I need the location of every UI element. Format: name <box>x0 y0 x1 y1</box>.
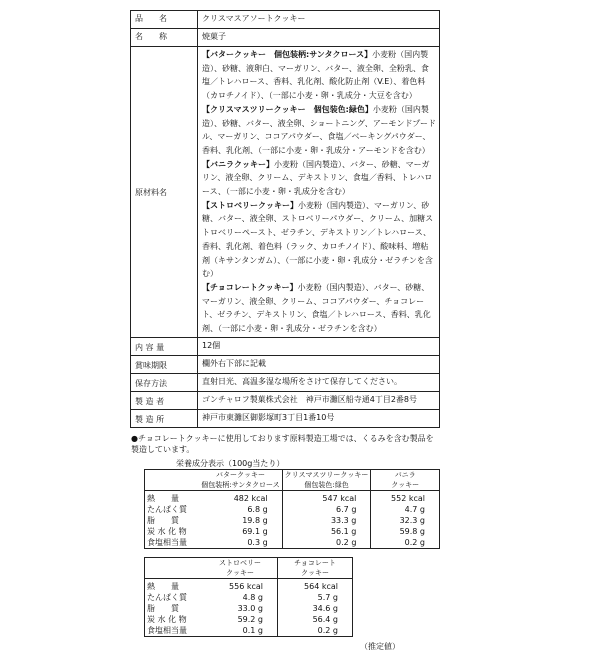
ingredient-text: 小麦粉（国内製造）、砂糖、バター、液全卵、ショートニング、アーモンドプードル、マーガリン、ココアパウダー、食塩／ベーキングパウダー、香料、乳化剤、（一部に小麦・卵・乳成分・アーモンドを含む） <box>202 104 436 155</box>
column-header-line1: ストロベリー <box>219 558 261 567</box>
nutrition-row-label: 熱 量 <box>147 581 179 591</box>
ingredient-item <box>202 158 436 199</box>
food-label-sheet <box>130 10 440 652</box>
label-row-value: ゴンチャロフ製菓株式会社 神戸市灘区船寺通4丁目2番8号 <box>198 391 440 409</box>
label-row-head: 名 称 <box>131 29 198 47</box>
nutrition-value: 0.2 g <box>371 537 440 549</box>
column-header-line1: バタークッキー <box>215 470 265 479</box>
nutrition-section <box>144 458 440 652</box>
nutrition-row-label: 脂 質 <box>147 603 179 613</box>
column-header-line2: クッキー <box>226 568 254 577</box>
nutrition-row-label: 脂 質 <box>147 515 179 525</box>
label-row <box>131 409 440 427</box>
column-header-line2: クッキー <box>391 480 420 489</box>
label-row <box>131 337 440 355</box>
product-info-table <box>130 10 440 428</box>
label-row <box>131 29 440 47</box>
nutrition-value: 552 kcal <box>371 490 440 504</box>
nutrition-value: 5.7 g <box>278 592 353 603</box>
label-row-value: 12個 <box>198 337 440 355</box>
nutrition-value: 32.3 g <box>371 515 440 526</box>
nutrition-row <box>145 526 440 537</box>
label-row <box>131 355 440 373</box>
nutrition-value: 56.4 g <box>278 614 353 625</box>
nutrition-row <box>145 504 440 515</box>
label-row <box>131 391 440 409</box>
nutrition-row-label: たんぱく質 <box>147 592 187 602</box>
ingredients-list <box>198 47 440 338</box>
nutrition-value: 4.8 g <box>242 592 263 602</box>
nutrition-value: 0.2 g <box>282 537 371 549</box>
nutrition-value: 0.3 g <box>247 537 268 547</box>
nutrition-column-header <box>371 469 440 490</box>
nutrition-row-label: 食塩相当量 <box>147 537 187 547</box>
nutrition-value: 547 kcal <box>282 490 371 504</box>
nutrition-column-header <box>282 469 371 490</box>
ingredient-name: 【バニラクッキー】 <box>202 159 274 169</box>
nutrition-row <box>145 592 353 603</box>
ingredient-item <box>202 199 436 281</box>
nutrition-column-header <box>203 557 278 578</box>
column-header-line1: チョコレート <box>294 558 336 567</box>
label-row-value: 神戸市東灘区御影塚町3丁目1番10号 <box>198 409 440 427</box>
nutrition-row <box>145 614 353 625</box>
nutrition-header-blank <box>145 557 204 578</box>
ingredient-text: 小麦粉（国内製造）、バター、砂糖、マーガリン、液全卵、クリーム、ココアパウダー、チョコレート、ゼラチン、デキストリン、食塩／トレハロース、香料、乳化剤、（一部に小麦・卵・乳成分・ゼラチンを含む） <box>202 282 431 334</box>
nutrition-value: 33.3 g <box>282 515 371 526</box>
nutrition-row-label: たんぱく質 <box>147 504 187 514</box>
nutrition-value: 19.8 g <box>242 515 268 525</box>
nutrition-value: 69.1 g <box>242 526 268 536</box>
nutrition-column-header <box>199 469 282 490</box>
nutrition-value: 556 kcal <box>229 581 263 591</box>
nutrition-title: 栄養成分表示（100g当たり） <box>176 458 285 468</box>
column-header-line2: クッキー <box>301 568 329 577</box>
nutrition-value: 0.1 g <box>242 625 263 635</box>
nutrition-value: 33.0 g <box>237 603 263 613</box>
label-row-value: 欄外右下部に記載 <box>198 355 440 373</box>
nutrition-value: 482 kcal <box>233 493 268 503</box>
ingredient-name: 【バタークッキー 個包装柄:サンタクロース】 <box>202 50 373 59</box>
label-row-head: 品 名 <box>131 11 198 29</box>
column-header-line2: 個包装柄:サンタクロース <box>201 480 280 489</box>
label-row-value: 焼菓子 <box>198 29 440 47</box>
nutrition-value: 34.6 g <box>278 603 353 614</box>
nutrition-row <box>145 537 440 549</box>
label-row-value: 直射日光、高温多湿な場所をさけて保存してください。 <box>198 373 440 391</box>
label-row-value: クリスマスアソートクッキー <box>198 11 440 29</box>
nutrition-value: 59.2 g <box>237 614 263 624</box>
nutrition-header-row <box>145 557 353 578</box>
ingredient-item <box>202 103 436 158</box>
nutrition-table-2 <box>144 557 353 637</box>
nutrition-row <box>145 490 440 504</box>
nutrition-value: 4.7 g <box>371 504 440 515</box>
ingredient-text: 小麦粉（国内製造）、バター、砂糖、マーガリン、液全卵、クリーム、デキストリン、食塩／香料、トレハロース、（一部に小麦・卵・乳成分を含む） <box>202 159 433 197</box>
label-row-head: 製 造 所 <box>131 409 198 427</box>
label-row-head: 賞味期限 <box>131 355 198 373</box>
nutrition-row-label: 炭 水 化 物 <box>147 526 187 536</box>
nutrition-value: 6.8 g <box>247 504 268 514</box>
ingredients-head: 原材料名 <box>131 47 198 338</box>
column-header-line1: バニラ <box>394 470 416 479</box>
label-row-head: 保存方法 <box>131 373 198 391</box>
nutrition-table-1 <box>144 469 440 549</box>
allergen-note: ●チョコレートクッキーに使用しております原料製造工場では、くるみを含む製品を製造しています。 <box>131 433 434 454</box>
column-header-line1: クリスマスツリークッキー <box>284 470 369 479</box>
nutrition-header-row <box>145 469 440 490</box>
label-row <box>131 373 440 391</box>
ingredient-name: 【チョコレートクッキー】 <box>202 282 298 292</box>
ingredient-name: 【クリスマスツリークッキー 個包装色:緑色】 <box>202 104 373 114</box>
ingredient-name: 【ストロベリークッキー】 <box>202 200 298 210</box>
ingredient-item <box>202 281 436 336</box>
nutrition-header-blank <box>145 469 200 490</box>
label-row-head: 内 容 量 <box>131 337 198 355</box>
nutrition-row <box>145 578 353 592</box>
nutrition-row-label: 炭 水 化 物 <box>147 614 187 624</box>
nutrition-row-label: 食塩相当量 <box>147 625 187 635</box>
nutrition-row <box>145 603 353 614</box>
nutrition-row <box>145 515 440 526</box>
nutrition-value: 564 kcal <box>278 578 353 592</box>
column-header-line2: 個包装色:緑色 <box>304 480 349 489</box>
label-row <box>131 11 440 29</box>
nutrition-row-label: 熱 量 <box>147 493 179 503</box>
nutrition-column-header <box>278 557 353 578</box>
nutrition-row <box>145 625 353 637</box>
nutrition-value: 0.2 g <box>278 625 353 637</box>
label-row-head: 製 造 者 <box>131 391 198 409</box>
nutrition-value: 6.7 g <box>282 504 371 515</box>
nutrition-value: 56.1 g <box>282 526 371 537</box>
ingredient-text: 小麦粉（国内製造）、砂糖、液卵白、マーガリン、バター、液全卵、全粉乳、食塩／トレハロース、香料、乳化剤、酸化防止剤（V.E）、着色料（カロチノイド）、（一部に小麦・卵・乳成分・大豆を含む） <box>202 50 429 101</box>
ingredient-item <box>202 48 436 103</box>
ingredient-text: 小麦粉（国内製造）、マーガリン、砂糖、バター、液全卵、ストロベリーパウダー、クリーム、加糖ストロベリーペースト、ゼラチン、デキストリン／トレハロース、香料、乳化剤、着色料（ラック、カロチノイド）、酸味料、増粘剤（キサンタンガム）、（一部に小麦・卵・乳成分・ゼラチンを含む） <box>202 200 434 279</box>
nutrition-value: 59.8 g <box>371 526 440 537</box>
estimate-note: （推定値） <box>360 641 400 651</box>
ingredients-row <box>131 47 440 338</box>
